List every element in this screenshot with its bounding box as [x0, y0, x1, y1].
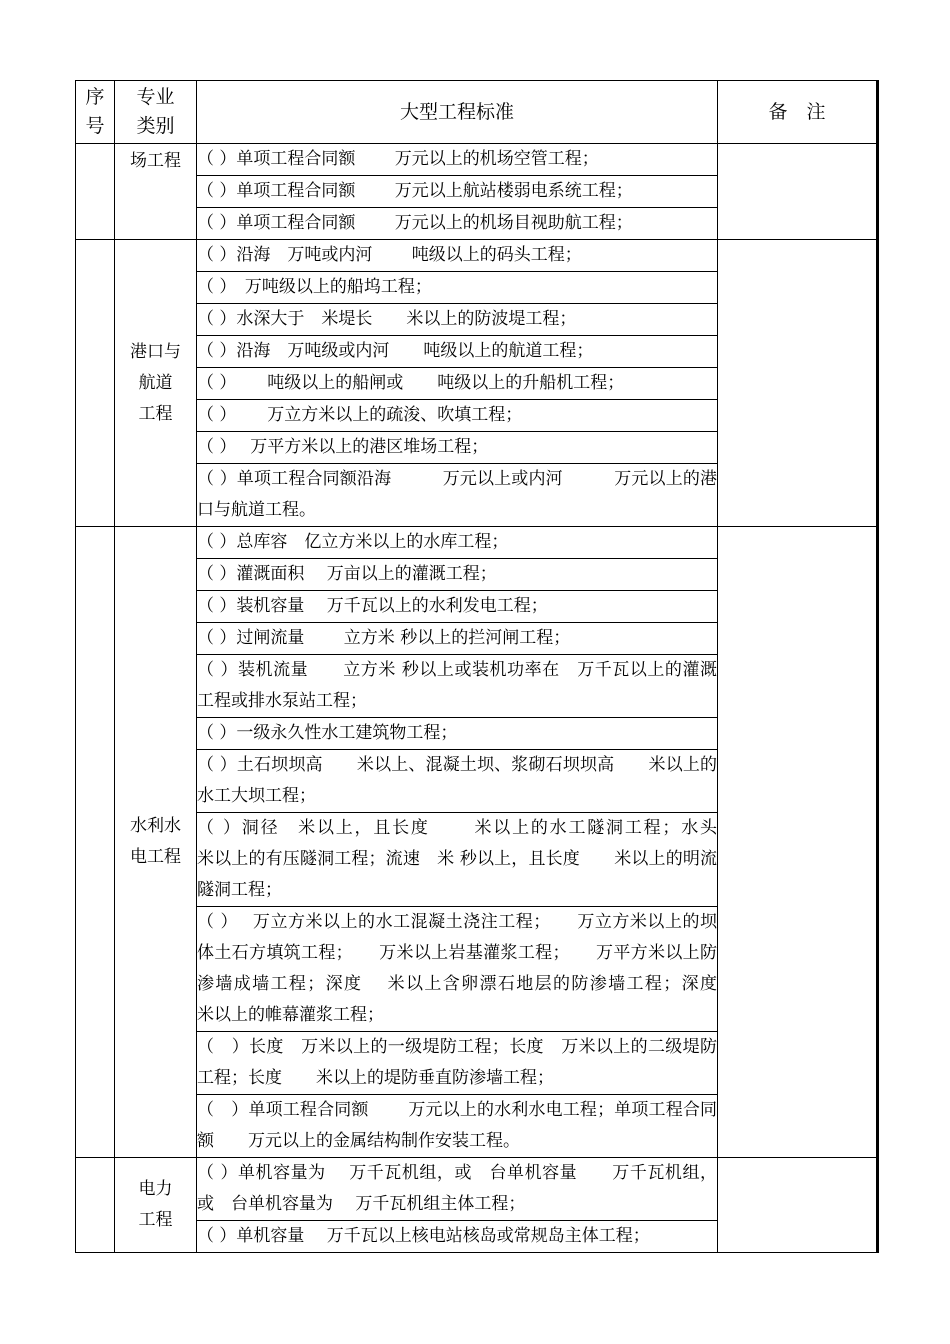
- note-cell: [718, 240, 878, 527]
- standard-cell: （ ）总库容 亿立方米以上的水库工程；: [197, 527, 718, 559]
- standard-cell: （ ）沿海 万吨级或内河 吨级以上的航道工程；: [197, 336, 718, 368]
- standard-cell: （ ）单项工程合同额 万元以上的水利水电工程；单项工程合同额 万元以上的金属结构制作安装工程。: [197, 1095, 718, 1158]
- standard-cell: （ ）单机容量为 万千瓦机组，或 台单机容量 万千瓦机组，或 台单机容量为 万千瓦机组主体工程；: [197, 1158, 718, 1221]
- note-cell: [718, 527, 878, 1158]
- category-cell: 场工程: [115, 144, 197, 240]
- standard-cell: （ ） 万立方米以上的水工混凝土浇注工程； 万立方米以上的坝体土石方填筑工程； 万米以上岩基灌浆工程； 万平方米以上防渗墙成墙工程；深度 米以上含卵漂石地层的防渗墙工程；深度 米以上的帷幕灌浆工程；: [197, 907, 718, 1032]
- header-row: [76, 81, 878, 144]
- category-cell: 港口与 航道 工程: [115, 240, 197, 527]
- standard-cell: （ ）洞径 米以上，且长度 米以上的水工隧洞工程；水头 米以上的有压隧洞工程；流速 米 秒以上，且长度 米以上的明流隧洞工程；: [197, 813, 718, 907]
- table-row: [76, 240, 878, 272]
- seq-cell: [76, 527, 115, 1158]
- standard-cell: （ ）一级永久性水工建筑物工程；: [197, 718, 718, 750]
- standard-cell: （ ）单项工程合同额沿海 万元以上或内河 万元以上的港口与航道工程。: [197, 464, 718, 527]
- note-cell: [718, 144, 878, 240]
- engineering-standards-table: [75, 80, 879, 1253]
- category-cell: 水利水 电工程: [115, 527, 197, 1158]
- note-cell: [718, 1158, 878, 1253]
- header-category: 专业 类别: [115, 81, 197, 144]
- table-row: [76, 527, 878, 559]
- standard-cell: （ ）单项工程合同额 万元以上航站楼弱电系统工程；: [197, 176, 718, 208]
- seq-cell: [76, 144, 115, 240]
- table-row: [76, 1158, 878, 1221]
- standard-cell: （ ）灌溉面积 万亩以上的灌溉工程；: [197, 559, 718, 591]
- seq-cell: [76, 240, 115, 527]
- seq-cell: [76, 1158, 115, 1253]
- header-standard: 大型工程标准: [197, 81, 718, 144]
- standard-cell: （ ）单项工程合同额 万元以上的机场目视助航工程；: [197, 208, 718, 240]
- table-body: [76, 81, 878, 1253]
- standard-cell: （ ）单机容量 万千瓦以上核电站核岛或常规岛主体工程；: [197, 1221, 718, 1253]
- header-note: 备 注: [718, 81, 878, 144]
- table-row: [76, 144, 878, 176]
- standard-cell: （ ） 万平方米以上的港区堆场工程；: [197, 432, 718, 464]
- standard-cell: （ ）装机容量 万千瓦以上的水利发电工程；: [197, 591, 718, 623]
- standard-cell: （ ） 万立方米以上的疏浚、吹填工程；: [197, 400, 718, 432]
- header-seq: 序 号: [76, 81, 115, 144]
- standard-cell: （ ）长度 万米以上的一级堤防工程；长度 万米以上的二级堤防工程；长度 米以上的堤防垂直防渗墙工程；: [197, 1032, 718, 1095]
- standard-cell: （ ） 吨级以上的船闸或 吨级以上的升船机工程；: [197, 368, 718, 400]
- standard-cell: （ ） 万吨级以上的船坞工程；: [197, 272, 718, 304]
- standard-cell: （ ）沿海 万吨或内河 吨级以上的码头工程；: [197, 240, 718, 272]
- standard-cell: （ ）土石坝坝高 米以上、混凝土坝、浆砌石坝坝高 米以上的水工大坝工程；: [197, 750, 718, 813]
- standard-cell: （ ）装机流量 立方米 秒以上或装机功率在 万千瓦以上的灌溉工程或排水泵站工程；: [197, 655, 718, 718]
- category-cell: 电力 工程: [115, 1158, 197, 1253]
- standard-cell: （ ）水深大于 米堤长 米以上的防波堤工程；: [197, 304, 718, 336]
- standard-cell: （ ）过闸流量 立方米 秒以上的拦河闸工程；: [197, 623, 718, 655]
- standard-cell: （ ）单项工程合同额 万元以上的机场空管工程；: [197, 144, 718, 176]
